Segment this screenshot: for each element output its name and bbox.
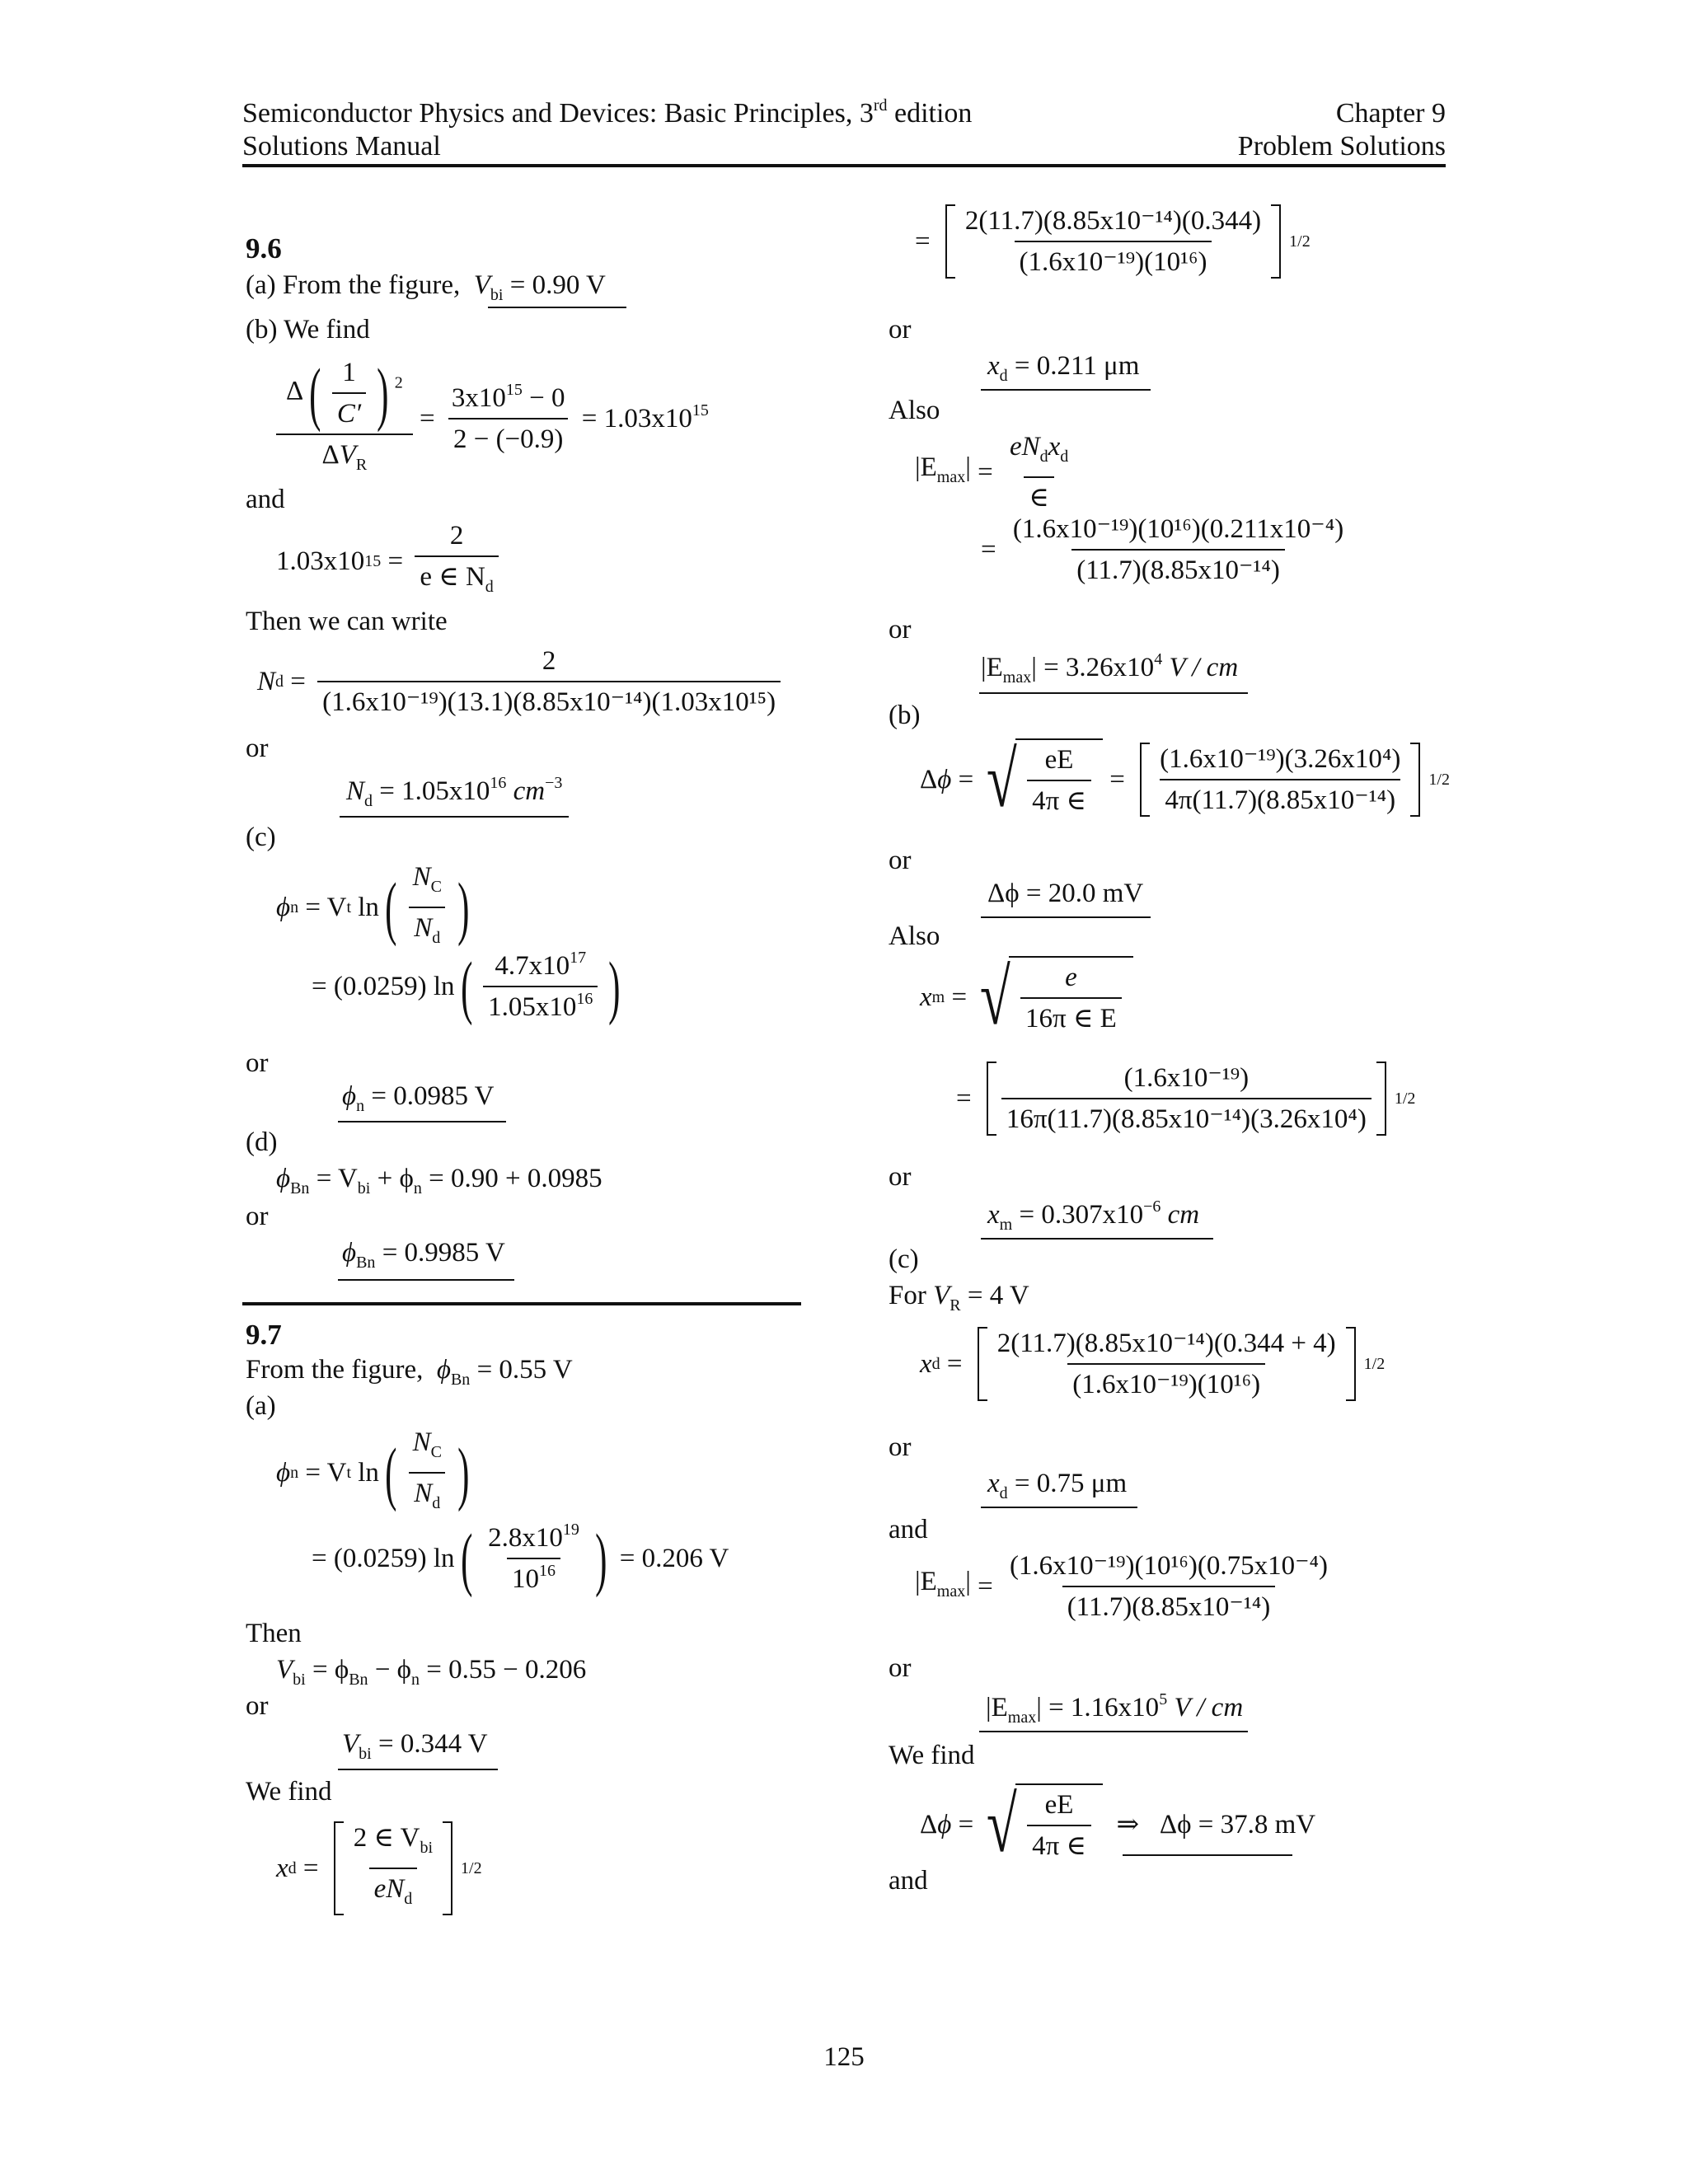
eq-xm-values: = $\frac{\text{(1.6x10⁻¹⁹)}}{\text{16π(11.7)(8.85x10⁻¹⁴)(3.26x10⁴)}}$ 1/2 (956, 1063, 1416, 1134)
text-or: or (246, 733, 269, 763)
eq-phibn: $\phi_{Bn} = V_{bi} + \phi_n = 0.90 + 0.0985$ (276, 1164, 603, 1197)
book-title: Semiconductor Physics and Devices: Basic Principles, 3rd edition (242, 96, 973, 129)
eq-phin-97-values: = (0.0259) ln ( $\frac{2.8x10^{19}}{10^{16}}$ ) = 0.206 V (312, 1519, 729, 1598)
section-label: Problem Solutions (1237, 131, 1446, 162)
eq-dphi2: Δϕ = √ $\frac{eE}{4\pi \in}$ ⇒ Δϕ = 37.8 mV (920, 1780, 1316, 1868)
eq-c1: 1.03x10 15 = $\frac{2}{e \in N_d}$ (276, 519, 504, 603)
answer-underline (981, 916, 1151, 918)
eq-dphi: Δϕ = √ $\frac{eE}{4\pi \in}$ = $\frac{\text{(1.6x10⁻¹⁹)(3.26x10⁴)}}{\text{4π(11.7)(8.85x10⁻¹⁴)}}$ 1/2 (920, 735, 1450, 823)
text-we-find: (b) We find (246, 315, 370, 344)
eq-slope: Δ ( $\frac{1}{C'}$ ) $^2$ $\Delta V_R$ = $\frac{3x10^{15} - 0}{2 - (-0.9)}$ = $1.03x10^{15}$ (276, 356, 709, 481)
text-and: and (889, 1515, 928, 1544)
eq-vbi: $V_{bi} = \phi_{Bn} - \phi_n = 0.55 - 0.206$ (276, 1655, 587, 1689)
eq-xd2-result: $x_d = 0.75$ μm (987, 1469, 1128, 1502)
text-we-find: We find (246, 1777, 332, 1807)
page-number: 125 (823, 2042, 865, 2072)
header-rule (242, 164, 1446, 167)
text-then-write: Then we can write (246, 607, 448, 636)
text-and: and (889, 1866, 928, 1896)
eq-xd2: x d = $\frac{\text{2(11.7)(8.85x10⁻¹⁴)(0.344 + 4)}}{\text{(1.6x10⁻¹⁹)(10¹⁶)}}$ 1/2 (920, 1329, 1386, 1399)
problem-9-7-heading: 9.7 (246, 1319, 282, 1351)
problem-separator (242, 1302, 801, 1305)
eq-emax2: $|E_{max}|$ = $\frac{\text{(1.6x10⁻¹⁹)(10¹⁶)(0.75x10⁻⁴)}}{\text{(11.7)(8.85x10⁻¹⁴)}}$ (915, 1551, 1329, 1622)
eq-emax2-result: $|E_{max}| = 1.16x10^5$ V / cm (986, 1690, 1244, 1727)
eq-phin-values: = (0.0259) ln ( $\frac{4.7x10^{17}}{1.05x10^{16}}$ ) (312, 947, 621, 1026)
eq-emax-formula: $|E_{max}|$ = $\frac{eN_dx_d}{\in}$ (915, 432, 1069, 513)
eq-phin-result: $\phi_n = 0.0985$ V (342, 1081, 495, 1115)
text-or: or (889, 1653, 912, 1683)
eq-vbi-line: (a) From the figure, $V_{bi} = 0.90$ V (246, 270, 606, 304)
answer-underline (1123, 1854, 1292, 1856)
answer-underline (488, 307, 626, 308)
eq-dphi-result: Δϕ = 20.0 mV (987, 879, 1144, 908)
label-c: (c) (889, 1244, 919, 1274)
eq-emax-result: $|E_{max}| = 3.26x10^4$ V / cm (981, 650, 1239, 687)
text-or: or (246, 1048, 269, 1078)
eq-nd-result: $N_d = 1.05x10^{16}$ $cm^{-3}$ (346, 774, 563, 810)
eq-vbi-result: $V_{bi} = 0.344$ V (342, 1729, 488, 1763)
label-d: (d) (246, 1127, 278, 1157)
answer-underline (981, 389, 1151, 391)
eq-xd-result: $x_d = 0.211$ μm (987, 351, 1140, 385)
book-subtitle: Solutions Manual (242, 131, 441, 162)
label-a: (a) (246, 1391, 276, 1421)
eq-xd-formula: x d = $\frac{2 \in V_{bi}}{eN_d}$ 1/2 (276, 1818, 482, 1919)
eq-phibn-result: $\phi_{Bn} = 0.9985$ V (342, 1238, 505, 1272)
answer-underline (338, 1279, 514, 1281)
text-also: Also (889, 921, 940, 951)
answer-underline (979, 1731, 1248, 1732)
text-or: or (246, 1202, 269, 1231)
answer-underline (979, 692, 1248, 694)
text-we-find: We find (889, 1741, 975, 1770)
eq-phin-97: ϕ n = V t ln ( $\frac{N_C}{N_d}$ ) (276, 1426, 476, 1520)
answer-underline (338, 1121, 506, 1122)
text-or: or (889, 615, 912, 644)
eq-phin: ϕ n = V t ln ( $\frac{N_C}{N_d}$ ) (276, 860, 476, 954)
text-or: or (889, 1162, 912, 1192)
text-also: Also (889, 396, 940, 425)
eq-emax-values: = $\frac{\text{(1.6x10⁻¹⁹)(10¹⁶)(0.211x10⁻⁴)}}{\text{(11.7)(8.85x10⁻¹⁴)}}$ (981, 514, 1344, 585)
eq-vr: For $V_R = 4$ V (889, 1281, 1029, 1315)
text-then: Then (246, 1619, 302, 1648)
answer-underline (981, 1238, 1213, 1240)
eq-xm-formula: x m = √ $\frac{e}{16\pi \in E}$ (920, 956, 1133, 1038)
eq-phibn-97: From the figure, $\phi_{Bn} = 0.55$ V (246, 1355, 573, 1389)
text-or: or (889, 1432, 912, 1462)
text-or: or (889, 315, 912, 344)
eq-xd-values: = $\frac{\text{2(11.7)(8.85x10⁻¹⁴)(0.344)}}{\text{(1.6x10⁻¹⁹)(10¹⁶)}}$ 1/2 (915, 206, 1311, 277)
answer-underline (340, 816, 569, 818)
eq-xm-result: $x_m = 0.307x10^{-6}$ cm (987, 1197, 1200, 1234)
chapter-label: Chapter 9 (1335, 98, 1446, 129)
problem-9-6-heading: 9.6 (246, 232, 282, 265)
label-b: (b) (889, 701, 921, 730)
text-or: or (889, 846, 912, 875)
eq-nd: N d = $\frac{2}{\text{(1.6x10⁻¹⁹)(13.1)(8.85x10⁻¹⁴)(1.03x10¹⁵)}}$ (257, 644, 785, 719)
label-c: (c) (246, 823, 276, 852)
text-and: and (246, 485, 285, 514)
answer-underline (981, 1507, 1137, 1508)
answer-underline (338, 1769, 498, 1770)
text-or: or (246, 1691, 269, 1721)
